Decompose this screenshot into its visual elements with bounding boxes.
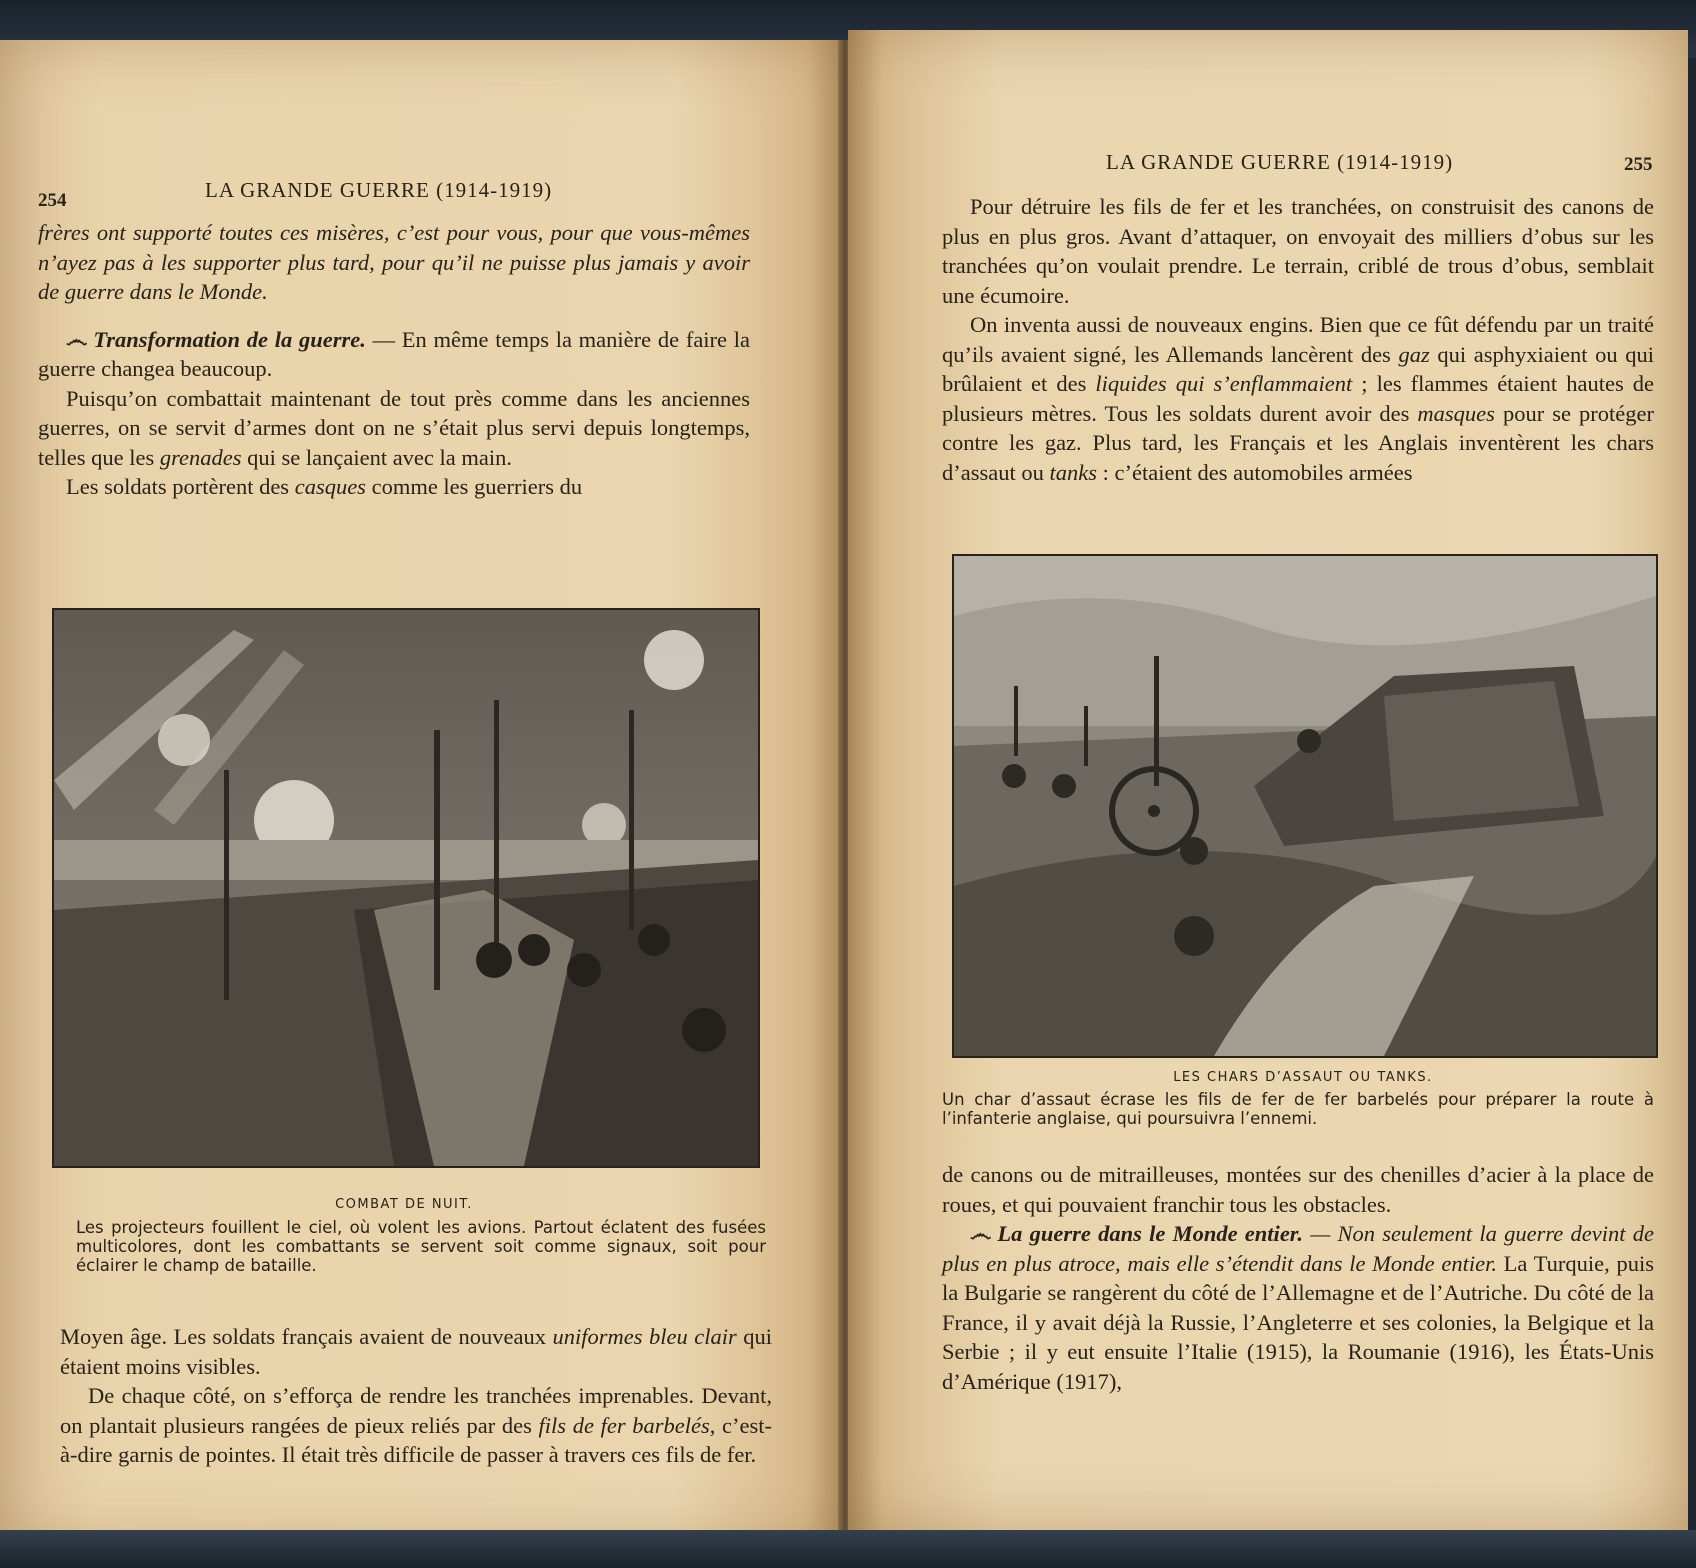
paragraph-grenades: Puisqu’on combattait maintenant de tout près comme dans les anciennes guerres, on se servit d’armes dont on ne s’était plus servi depuis longtemps, telles que les grenades qui se lançaient avec la main. [38,385,750,470]
night-combat-illustration [52,608,760,1168]
section-intro-text: — En même temps la manière de faire la guerre changea beaucoup. [38,326,750,381]
section-paragraph-monde: ෴ La guerre dans le Monde entier. — Non seulement la guerre devint de plus en plus atroce, mais elle s’étendit dans le Monde entier. La Turquie, puis la Bulgarie se rangèrent du côté de l’Allemagne et de l’Autriche. Du côté de la France, il y avait déjà la Russie, l’Angleterre et ses colonies, la Belgique et la Serbie ; il y eut ensuite l’Italie (1915), la Roumanie (1916), les États-Unis d’Amérique (1917), [942,1221,1655,1394]
left-page [0,40,842,1545]
right-figure-caption-title: LES CHARS D’ASSAUT OU TANKS. [1173,1070,1433,1085]
section-paragraph-transformation [38,325,750,384]
paragraph-gaz: On inventa aussi de nouveaux engins. Bien que ce fût défendu par un traité qu’ils avaient signé, les Allemands lancèrent des gaz qui asphyxiaient ou qui brûlaient et des liquides qui s’enflammaient ; les flammes étaient hautes de plusieurs mètres. Tous les soldats durent avoir des masques pour se protéger contre les gaz. Plus tard, les Français et les Anglais inventèrent les chars d’assaut ou tanks : c’étaient des automobiles armées [942,312,1654,485]
book-cover-bottom [0,1530,1696,1568]
right-running-head: LA GRANDE GUERRE (1914-1919) [1106,150,1454,174]
section-title-transformation: Transformation de la guerre. [93,326,366,352]
left-running-head: LA GRANDE GUERRE (1914-1919) [205,178,553,202]
ornament-icon: ෴ [66,326,88,352]
right-page-number: 255 [1624,154,1653,175]
left-page-number: 254 [38,190,67,211]
paragraph-canons: Pour détruire les fils de fer et les tranchées, on construisit des canons de plus en plus gros. Avant d’attaquer, on envoyait des milliers d’obus sur les tranchées qu’on voulait prendre. Le terrain, criblé de trous d’obus, semblait une écumoire. [942,194,1654,308]
left-text-top [38,218,750,502]
paragraph-uniformes: Moyen âge. Les soldats français avaient de nouveaux uniformes bleu clair qui étaient moins visibles. [60,1324,773,1379]
right-page [848,30,1688,1530]
right-figure-caption-text: Un char d’assaut écrase les fils de fer de fer barbelés pour préparer la route à l’infanterie anglaise, qui poursuivra l’ennemi. [942,1090,1654,1128]
left-figure-caption-title: COMBAT DE NUIT. [335,1197,473,1212]
paragraph-casques: Les soldats portèrent des casques comme les guerriers du [66,474,583,499]
paragraph-barbeles: De chaque côté, on s’efforça de rendre les tranchées imprenables. Devant, on plantait plusieurs rangées de pieux reliés par des fils de fer barbelés, c’est-à-dire garnis de pointes. Il était très difficile de passer à travers ces fils de fer. [60,1383,772,1467]
right-text-bottom [942,1160,1654,1396]
tank-assault-illustration [952,554,1658,1058]
right-text-top [942,192,1654,487]
paragraph-chenilles: de canons ou de mitrailleuses, montées sur des chenilles d’acier à la place de roues, et qui pouvaient franchir tous les obstacles. [942,1162,1654,1217]
ornament-icon: ෴ [970,1221,992,1246]
left-text-bottom [60,1322,772,1470]
opening-italic-paragraph: frères ont supporté toutes ces misères, c’est pour vous, pour que vous-mêmes n’ayez pas à les supporter plus tard, pour qu’il ne puisse plus jamais y avoir de guerre dans le Monde. [38,220,750,304]
left-figure-caption-text: Les projecteurs fouillent le ciel, où volent les avions. Partout éclatent des fusées multicolores, dont les combattants se servent soit comme signaux, soit pour éclairer le champ de bataille. [76,1218,766,1275]
section-title-monde: La guerre dans le Monde entier. [997,1221,1303,1246]
